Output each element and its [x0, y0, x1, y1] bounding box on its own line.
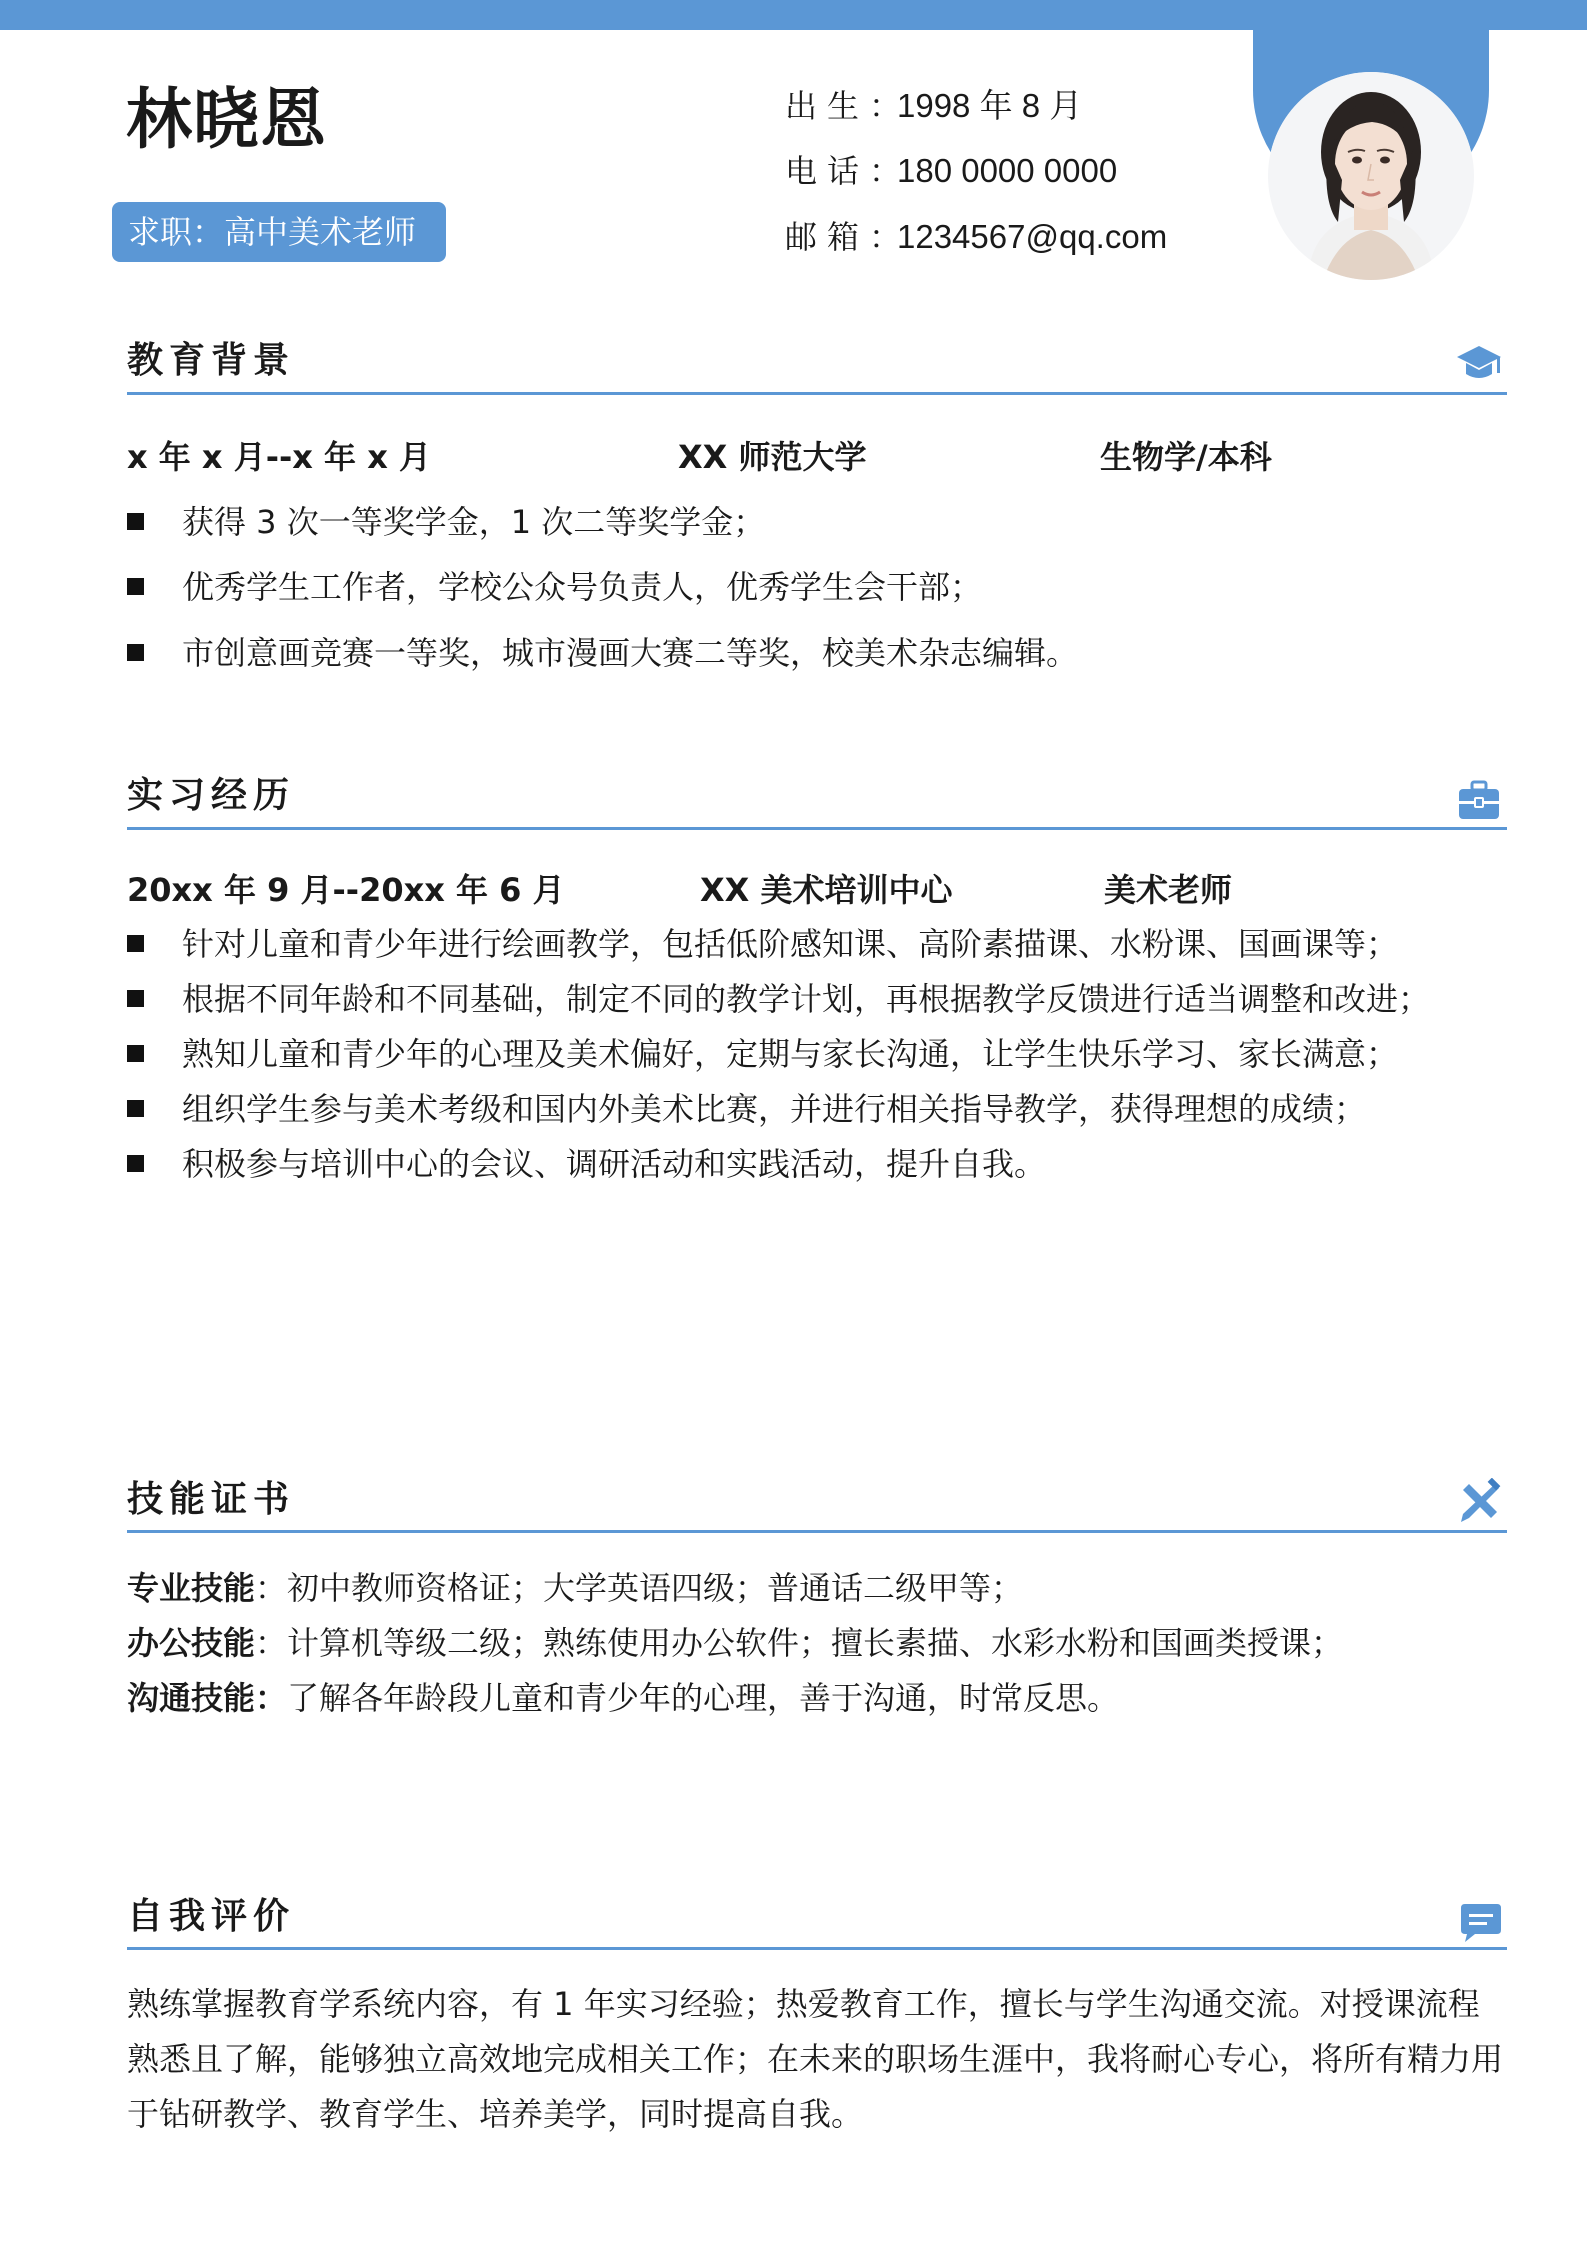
list-item	[127, 1142, 1046, 1186]
section-divider	[127, 392, 1507, 395]
info-value: 180 0000 0000	[897, 152, 1118, 189]
internship-org: XX 美术培训中心	[700, 871, 953, 909]
bullet-square	[127, 578, 144, 595]
list-item-text: 优秀学生工作者，学校公众号负责人，优秀学生会干部；	[182, 568, 983, 606]
list-item	[127, 1032, 1398, 1076]
skill-label: 沟通技能：	[127, 1679, 288, 1717]
info-label: 电话：	[785, 152, 912, 190]
skill-text: 了解各年龄段儿童和青少年的心理，善于沟通，时常反思。	[287, 1679, 1120, 1717]
bullet-square	[127, 935, 144, 952]
skill-row-communication	[127, 1676, 1119, 1720]
comment-icon	[1457, 1900, 1505, 1948]
list-item	[127, 565, 982, 609]
section-title-self-evaluation: 自我评价	[127, 1896, 296, 1937]
job-objective-badge: 求职：高中美术老师	[112, 202, 446, 262]
bullet-square	[127, 513, 144, 530]
bullet-square	[127, 1045, 144, 1062]
internship-role: 美术老师	[1104, 871, 1233, 909]
section-title-internship: 实习经历	[127, 775, 296, 816]
bullet-square	[127, 644, 144, 661]
list-item	[127, 977, 1430, 1021]
section-title-education: 教育背景	[127, 340, 296, 381]
section-divider	[127, 1530, 1507, 1533]
briefcase-icon	[1455, 776, 1503, 824]
self-evaluation-text: 熟练掌握教育学系统内容，有 1 年实习经验；热爱教育工作，擅长与学生沟通交流。对授课流程熟悉且了解，能够独立高效地完成相关工作；在未来的职场生涯中，我将耐心专心，将所有精力用于钻研教学、教育学生、培养美学，同时提高自我。	[127, 1985, 1504, 2133]
list-item-text: 熟知儿童和青少年的心理及美术偏好，定期与家长沟通，让学生快乐学习、家长满意；	[182, 1035, 1399, 1073]
skill-label: 专业技能	[127, 1569, 256, 1607]
list-item-text: 针对儿童和青少年进行绘画教学，包括低阶感知课、高阶素描课、水粉课、国画课等；	[182, 925, 1399, 963]
info-row-phone	[785, 149, 1117, 193]
info-label: 邮箱：	[785, 218, 912, 256]
list-item-text: 积极参与培训中心的会议、调研活动和实践活动，提升自我。	[182, 1145, 1047, 1183]
list-item-text: 获得 3 次一等奖学金，1 次二等奖学金；	[182, 503, 766, 541]
section-title-skills: 技能证书	[127, 1479, 296, 1520]
list-item	[127, 1087, 1366, 1131]
skill-label: 办公技能	[127, 1624, 256, 1662]
section-divider	[127, 827, 1507, 830]
list-item-text: 组织学生参与美术考级和国内外美术比赛，并进行相关指导教学，获得理想的成绩；	[182, 1090, 1367, 1128]
internship-period: 20xx 年 9 月--20xx 年 6 月	[127, 871, 565, 909]
tools-icon	[1455, 1478, 1503, 1526]
list-item-text: 根据不同年龄和不同基础，制定不同的教学计划，再根据教学反馈进行适当调整和改进；	[182, 980, 1431, 1018]
bullet-square	[127, 1155, 144, 1172]
candidate-name: 林晓恩	[126, 81, 327, 158]
education-major: 生物学/本科	[1100, 438, 1272, 476]
list-item	[127, 631, 1078, 675]
skill-text: ：计算机等级二级；熟练使用办公软件；擅长素描、水彩水粉和国画类授课；	[255, 1624, 1344, 1662]
skill-row-office	[127, 1621, 1343, 1665]
profile-photo	[1268, 72, 1474, 280]
skill-text: ：初中教师资格证；大学英语四级；普通话二级甲等；	[255, 1569, 1024, 1607]
info-value: 1998 年 8 月	[897, 87, 1083, 124]
info-row-birth	[785, 84, 1082, 128]
info-row-email	[785, 215, 1167, 259]
section-divider	[127, 1947, 1507, 1950]
skill-row-professional	[127, 1566, 1023, 1610]
list-item	[127, 500, 765, 544]
bullet-square	[127, 1100, 144, 1117]
graduation-cap-icon	[1455, 340, 1503, 388]
list-item-text: 市创意画竞赛一等奖，城市漫画大赛二等奖，校美术杂志编辑。	[182, 634, 1079, 672]
bullet-square	[127, 990, 144, 1007]
education-period: x 年 x 月--x 年 x 月	[127, 438, 431, 476]
info-value: 1234567@qq.com	[897, 218, 1168, 255]
list-item	[127, 922, 1398, 966]
info-label: 出生：	[785, 87, 912, 125]
education-school: XX 师范大学	[678, 438, 867, 476]
